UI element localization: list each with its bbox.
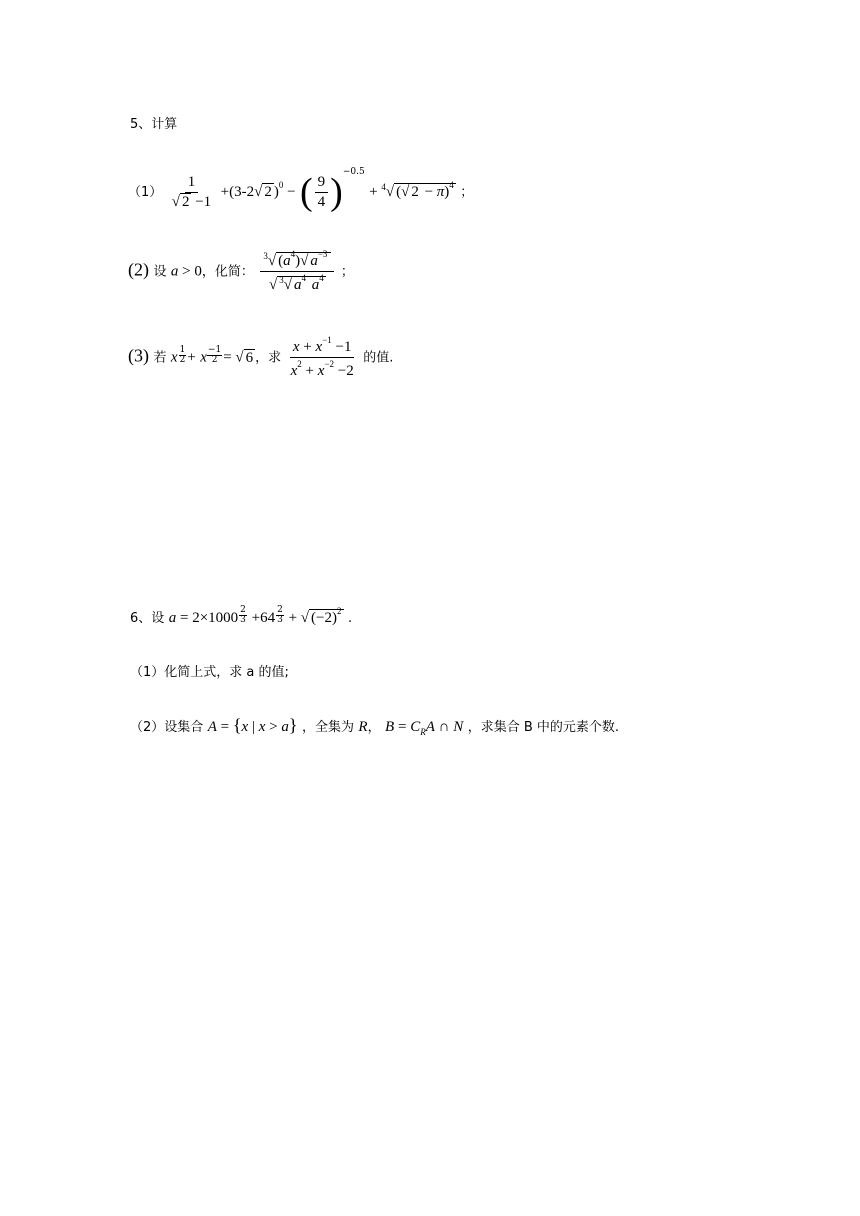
q5-part2-label: (2) [128,259,149,280]
q5-part1-nine-fourths: $\frac{9}{4}$ [315,175,329,210]
q5-part1: （1） $\frac{1}{√ 2 -1}$ +(3-2√ 2 )$^0$ − ( $\frac{9}{4}$ )$^{-0.5}$ + $^4$√ (√ 2 − π)$^4$ ； [128,167,474,213]
q5-part3: (3) 若 x $\frac{1}{2}$ + x $\frac{-1}{2}$ = √ 6 ，求 $\frac{x + x^{-1} -1}{x^2 + x^{-2} -2}$ 的值. [128,335,394,379]
q6-part1: （1）化简上式，求 a 的值; [130,665,289,680]
q5-part1-tail: ； [460,185,474,200]
q5-part3-tail: 的值. [363,350,394,366]
q5-part2-tail: ； [340,264,354,280]
q5-part1-fraction: $\frac{1}{√ 2 -1}$ [171,173,212,210]
q6-part2-mid: ，全集为 [301,720,354,735]
q6-title: 6、设 [130,611,165,626]
q5-part2-cond-text: ，化简： [201,264,254,280]
q5-part2-text-pre: 设 [153,264,167,280]
q5-part3-text-pre: 若 [153,350,167,366]
q5-part1-term2: +(3-2√ 2 )$^0$ − [220,180,296,200]
q5-title: 5、计算 [130,117,178,132]
q6-part2-pre: （2）设集合 [130,720,204,735]
q5-part3-label: (3) [128,345,149,366]
q5-part3-condition: x [170,349,178,366]
q6-part2: （2）设集合 A = {x | x > a} ，全集为 R， $B = C_RA$ ∩ N ，求集合 B 中的元素个数. [130,715,620,737]
q5-part1-root-term: + $^4$√ (√ 2 − π)$^4$ [369,180,454,200]
q5-part3-text-mid: ，求 [255,350,282,366]
q6-part2-tail: ，求集合 B 中的元素个数. [467,720,620,735]
q5-part2-fraction: $\frac{^3√ (a^4)√ a^{-3}}{√ ^3√ a^4 a^4}$ [260,250,334,293]
q5-part1-label: （1） [128,185,163,200]
q5-part2: (2) 设 a > 0，化简： $\frac{^3√ (a^4)√ a^{-3}}{√ ^3√ a^4 a^4}$ ； [128,249,354,293]
q6-definition: 6、设 a = 2×1000 $\frac{2}{3}$ +64 $\frac{2}{3}$ + √ $(-2)^2$ . [130,605,353,626]
q6-tail: . [347,611,353,626]
q5-part2-condition: a [170,263,179,280]
q5-part3-fraction: $\frac{x + x^{-1} -1}{x^2 + x^{-2} -2}$ [290,335,354,379]
